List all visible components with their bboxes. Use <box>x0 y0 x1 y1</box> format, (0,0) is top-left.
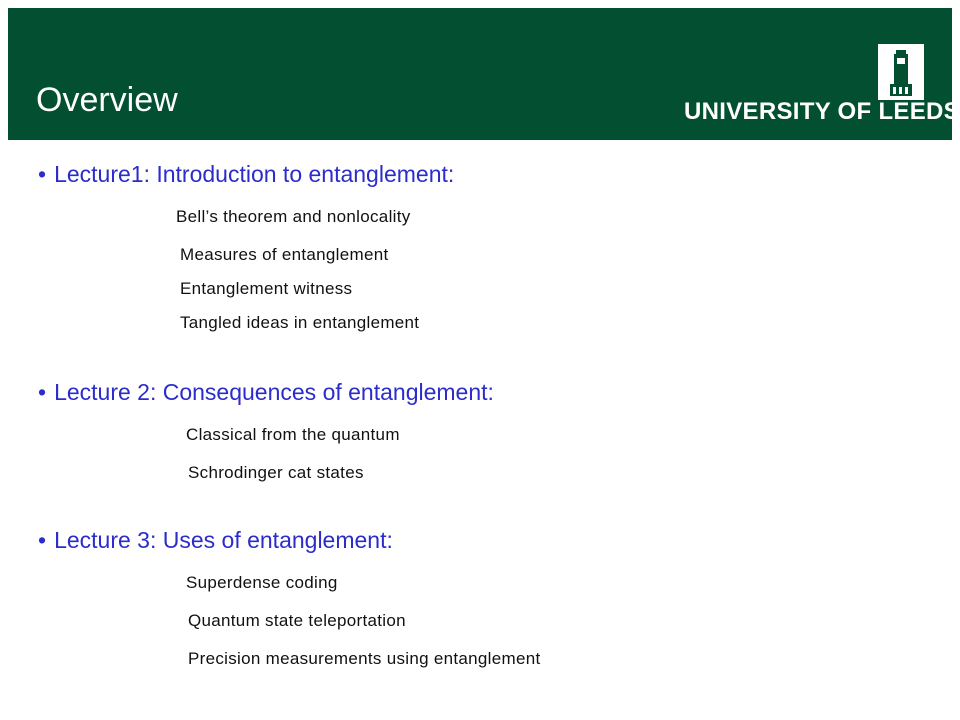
page-title: Overview <box>36 81 178 119</box>
bullet-icon: • <box>38 527 47 553</box>
lecture-1-topic: Measures of entanglement <box>180 245 389 264</box>
lecture-1-topic: Bell’s theorem and nonlocality <box>176 207 411 226</box>
parkinson-tower-logo-icon <box>878 44 924 100</box>
lecture-1-topic: Entanglement witness <box>180 279 353 298</box>
lecture-1-topic: Tangled ideas in entanglement <box>180 313 420 332</box>
lecture-3-topic: Precision measurements using entanglement <box>188 649 541 668</box>
lecture-3-topic: Quantum state teleportation <box>188 611 406 630</box>
lecture-3-heading: • Lecture 3: Uses of entanglement: <box>38 527 393 553</box>
lecture-3-topic: Superdense coding <box>186 573 338 592</box>
lecture-2-topic: Schrodinger cat states <box>188 463 364 482</box>
university-wordmark: UNIVERSITY OF LEEDS <box>684 98 960 125</box>
lecture-1-heading: • Lecture1: Introduction to entanglement: <box>38 161 455 187</box>
bullet-icon: • <box>38 379 47 405</box>
lecture-2-topic: Classical from the quantum <box>186 425 400 444</box>
bullet-icon: • <box>38 161 47 187</box>
lecture-2-heading: • Lecture 2: Consequences of entanglement: <box>38 379 494 405</box>
header-banner <box>8 8 960 140</box>
